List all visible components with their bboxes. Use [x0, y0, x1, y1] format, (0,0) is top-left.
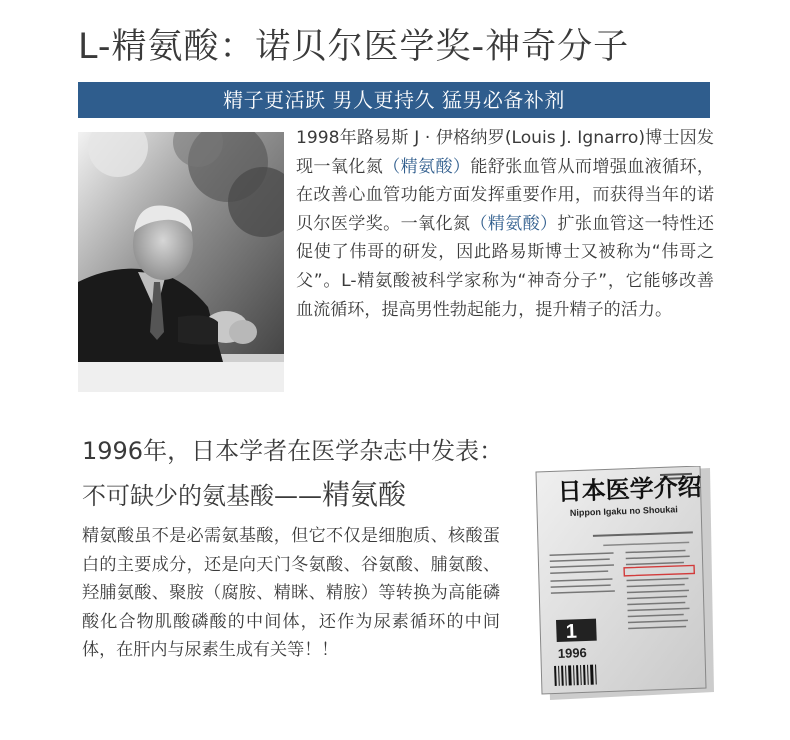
section2-subheading	[82, 476, 522, 515]
paragraph-text: 能舒张血管从而增强血液循环，在改善心血管功能方面发挥重要作用，而获得当年的诺贝尔医学奖。一氧化氮	[296, 156, 715, 234]
subheading-prefix: 不可缺少的氨基酸——	[82, 482, 322, 510]
page-title: L-精氨酸：诺贝尔医学奖-神奇分子	[78, 27, 630, 67]
journal-romaji: Nippon Igaku no Shoukai	[569, 504, 679, 518]
journal-issue: 1	[565, 620, 578, 643]
section2-heading: 1996年，日本学者在医学杂志中发表：	[82, 437, 504, 465]
highlight-arginine: （精氨酸）	[383, 156, 471, 177]
portrait-illustration	[78, 132, 284, 392]
subheading-emphasis: 精氨酸	[322, 478, 407, 511]
arginine-paragraph: 精氨酸虽不是必需氨基酸，但它不仅是细胞质、核酸蛋白的主要成分，还是向天门冬氨酸、谷氨酸、脯氨酸、羟脯氨酸、聚胺（腐胺、精眯、精胺）等转换为高能磷酸化合物肌酸磷酸的中间体，还作为尿素循环的中间体，在肝内与尿素生成有关等！！	[82, 526, 500, 661]
ignarro-paragraph	[296, 124, 714, 324]
paragraph-text: 1998年路易斯 J · 伊格纳罗(Louis J. Ignarro)博士因发现一氧化氮	[296, 128, 714, 177]
journal-title: 日本医学介绍	[557, 471, 703, 506]
slogan-banner: 精子更活跃 男人更持久 猛男必备补剂	[78, 82, 710, 118]
paragraph-text: 扩张血管这一特性还促使了伟哥的研发，因此路易斯博士又被称为“伟哥之父”。L-精氨酸被科学家称为“神奇分子”，它能够改善血流循环，提高男性勃起能力，提升精子的活力。	[296, 213, 715, 320]
journal-year: 1996	[557, 644, 588, 661]
highlight-arginine: （精氨酸）	[470, 213, 558, 234]
journal-cover	[530, 466, 714, 700]
journal-cover-illustration	[530, 466, 714, 700]
portrait-photo	[78, 132, 284, 392]
